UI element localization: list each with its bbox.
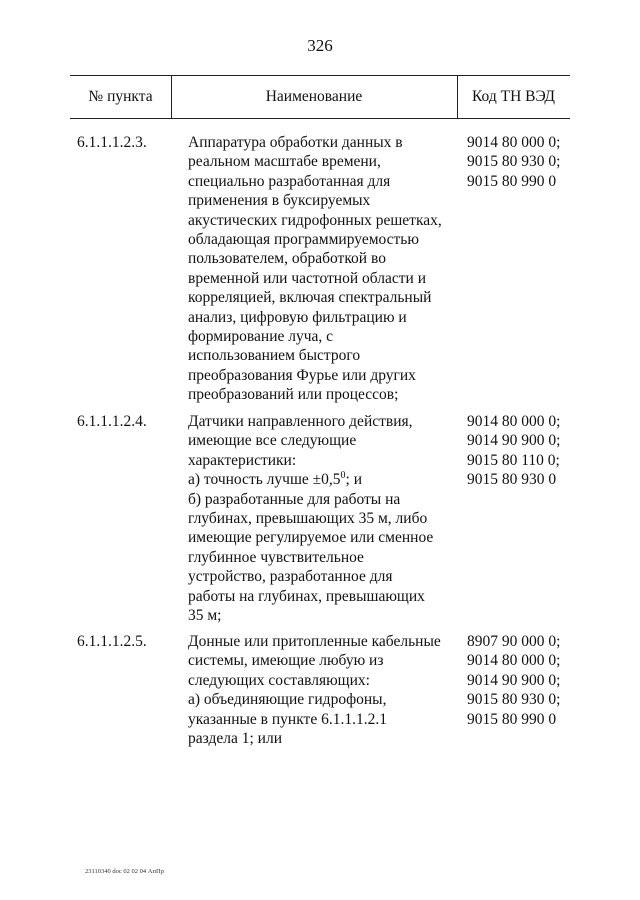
description-line: Аппаратура обработки данных в — [188, 134, 403, 151]
description-line: характеристики: — [188, 451, 297, 469]
tn-ved-codes — [467, 133, 560, 191]
description-line: реальном масштабе времени, — [188, 153, 381, 171]
description-line: имеющие все следующие — [188, 432, 357, 450]
table-header — [70, 75, 570, 118]
tn-ved-code: 9015 80 990 0 — [467, 710, 557, 728]
item-number: 6.1.1.1.2.4. — [77, 413, 147, 430]
header-code: Код ТН ВЭД — [471, 88, 555, 105]
tn-ved-codes — [467, 412, 560, 490]
item-description — [188, 412, 468, 625]
tn-ved-code: 9014 80 000 0; — [467, 652, 561, 670]
description-line: Датчики направленного действия, — [188, 413, 413, 430]
description-line: глубинах, превышающих 35 м, либо — [188, 510, 428, 528]
description-line: устройство, разработанное для — [188, 568, 393, 586]
header-item-number: № пункта — [88, 88, 153, 105]
description-line: специально разработанная для — [188, 172, 391, 190]
description-line: акустических гидрофонных решетках, — [188, 211, 442, 229]
tn-ved-code: 9014 90 900 0; — [467, 432, 561, 450]
tn-ved-code: 9015 80 930 0 — [467, 471, 557, 489]
description-line: преобразований или процессов; — [188, 386, 399, 404]
item-number: 6.1.1.1.2.5. — [77, 633, 147, 650]
header-bottom-rule — [70, 118, 570, 119]
tn-ved-code: 9015 80 930 0; — [467, 691, 561, 709]
description-line: Донные или притопленные кабельные — [188, 633, 441, 650]
tn-ved-code: 9015 80 990 0 — [467, 172, 557, 190]
description-line: глубинное чувствительное — [188, 548, 364, 566]
document-footer-code: 23110340 doc 02 02 04 АпПр — [85, 868, 164, 875]
tn-ved-code: 9015 80 110 0; — [467, 451, 560, 469]
item-description — [188, 632, 468, 748]
description-line: временной или частотной области и — [188, 269, 426, 287]
description-line: работы на глубинах, превышающих — [188, 587, 425, 605]
description-line: анализ, цифровую фильтрацию и — [188, 308, 407, 326]
description-line: пользователем, обработкой во — [188, 250, 386, 268]
header-top-rule — [70, 75, 570, 76]
description-line: применения в буксируемых — [188, 192, 371, 210]
page-number: 326 — [307, 36, 333, 55]
description-line-with-degree — [188, 470, 468, 489]
description-line: использованием быстрого — [188, 347, 361, 365]
tn-ved-code: 8907 90 000 0; — [467, 633, 561, 650]
degree-superscript: 0 — [340, 470, 346, 482]
description-line: системы, имеющие любую из — [188, 652, 384, 670]
tn-ved-code: 9014 90 900 0; — [467, 671, 561, 689]
description-line: следующих составляющих: — [188, 671, 370, 689]
description-line: имеющие регулируемое или сменное — [188, 529, 434, 547]
description-line: корреляцией, включая спектральный — [188, 289, 432, 307]
description-line: а) объединяющие гидрофоны, — [188, 691, 387, 709]
tn-ved-code: 9014 80 000 0; — [467, 413, 561, 430]
tn-ved-code: 9014 80 000 0; — [467, 134, 561, 151]
accuracy-tail: ; и — [345, 471, 362, 489]
description-line: указанные в пункте 6.1.1.1.2.1 — [188, 710, 387, 728]
description-line: формирование луча, с — [188, 328, 334, 346]
item-description — [188, 133, 468, 405]
header-name: Наименование — [265, 88, 363, 105]
tn-ved-code: 9015 80 930 0; — [467, 153, 561, 171]
description-line: б) разработанные для работы на — [188, 490, 401, 508]
tn-ved-codes — [467, 632, 560, 729]
description-line: 35 м; — [188, 607, 222, 625]
accuracy-text: а) точность лучше ±0,5 — [188, 471, 341, 489]
description-line: раздела 1; или — [188, 730, 282, 748]
description-line: преобразования Фурье или других — [188, 366, 416, 384]
item-number: 6.1.1.1.2.3. — [77, 134, 147, 151]
description-line: обладающая программируемостью — [188, 231, 419, 249]
